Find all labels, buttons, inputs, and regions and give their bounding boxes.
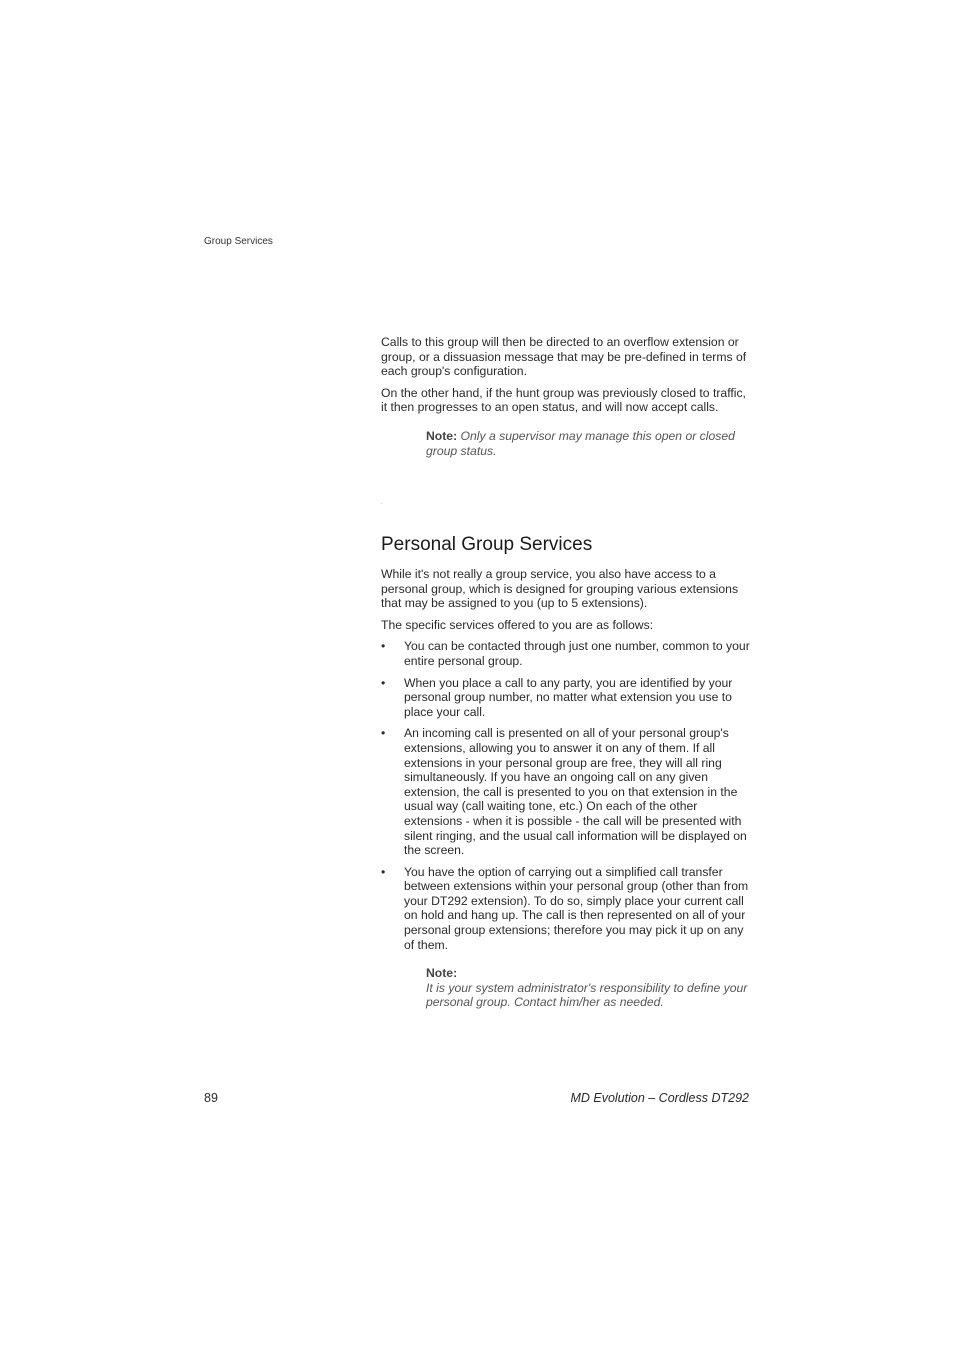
- intro-paragraph-1: Calls to this group will then be directed to an overflow extension or group, or a dissuasion message that may be pre-defined in terms of each group's configuration.: [381, 335, 747, 379]
- bullet-mark: •: [381, 639, 386, 654]
- footer-doc-title: MD Evolution – Cordless DT292: [570, 1091, 749, 1105]
- section-body: [381, 567, 751, 1010]
- list-item-text: You can be contacted through just one number, common to your entire personal group.: [404, 639, 750, 668]
- section-note-label: Note:: [426, 966, 458, 981]
- section-paragraph-1: While it's not really a group service, you also have access to a personal group, which is designed for grouping various extensions that may be assigned to you (up to 5 extensions).: [381, 567, 739, 611]
- list-item-text: When you place a call to any party, you are identified by your personal group number, no matter what extension you use to place your call.: [404, 675, 733, 719]
- services-list: [381, 639, 751, 952]
- bullet-mark: •: [381, 726, 386, 741]
- intro-note: [426, 429, 751, 458]
- section-note: [426, 966, 751, 1010]
- intro-paragraph-2: On the other hand, if the hunt group was previously closed to traffic, it then progresses to an open status, and will now accept calls.: [381, 385, 746, 415]
- section-paragraph-2: The specific services offered to you are as follows:: [381, 617, 654, 632]
- intro-note-label: Note:: [426, 428, 458, 443]
- separator-mark: .: [381, 500, 383, 506]
- bullet-mark: •: [381, 675, 386, 690]
- list-item: [381, 726, 751, 857]
- section-title: Personal Group Services: [381, 534, 593, 555]
- section-note-text: It is your system administrator's responsibility to define your personal group. Contact him/her as needed.: [426, 980, 748, 1010]
- list-item-text: An incoming call is presented on all of your personal group's extensions, allowing you to answer it on any of them. If all extensions in your personal group are free, they will all ring simultaneously. If you have an ongoing call on any given extension, the call is presented to you on that extension in the usual way (call waiting tone, etc.) On each of the other extensions - when it is possible - the call will be presented with silent ringing, and the usual call information will be displayed on the screen.: [404, 726, 747, 858]
- running-header: Group Services: [204, 236, 273, 247]
- bullet-mark: •: [381, 864, 386, 879]
- list-item-text: You have the option of carrying out a simplified call transfer between extensions within your personal group (other than from your DT292 extension). To do so, simply place your current call on hold and hang up. The call is then represented on all of your personal group extensions; therefore you may pick it up on any of them.: [404, 864, 749, 952]
- intro-note-text: Only a supervisor may manage this open or closed group status.: [426, 428, 735, 458]
- page-number: 89: [204, 1091, 218, 1105]
- list-item: [381, 865, 751, 953]
- list-item: [381, 676, 751, 720]
- intro-block: [381, 335, 751, 458]
- list-item: [381, 639, 751, 668]
